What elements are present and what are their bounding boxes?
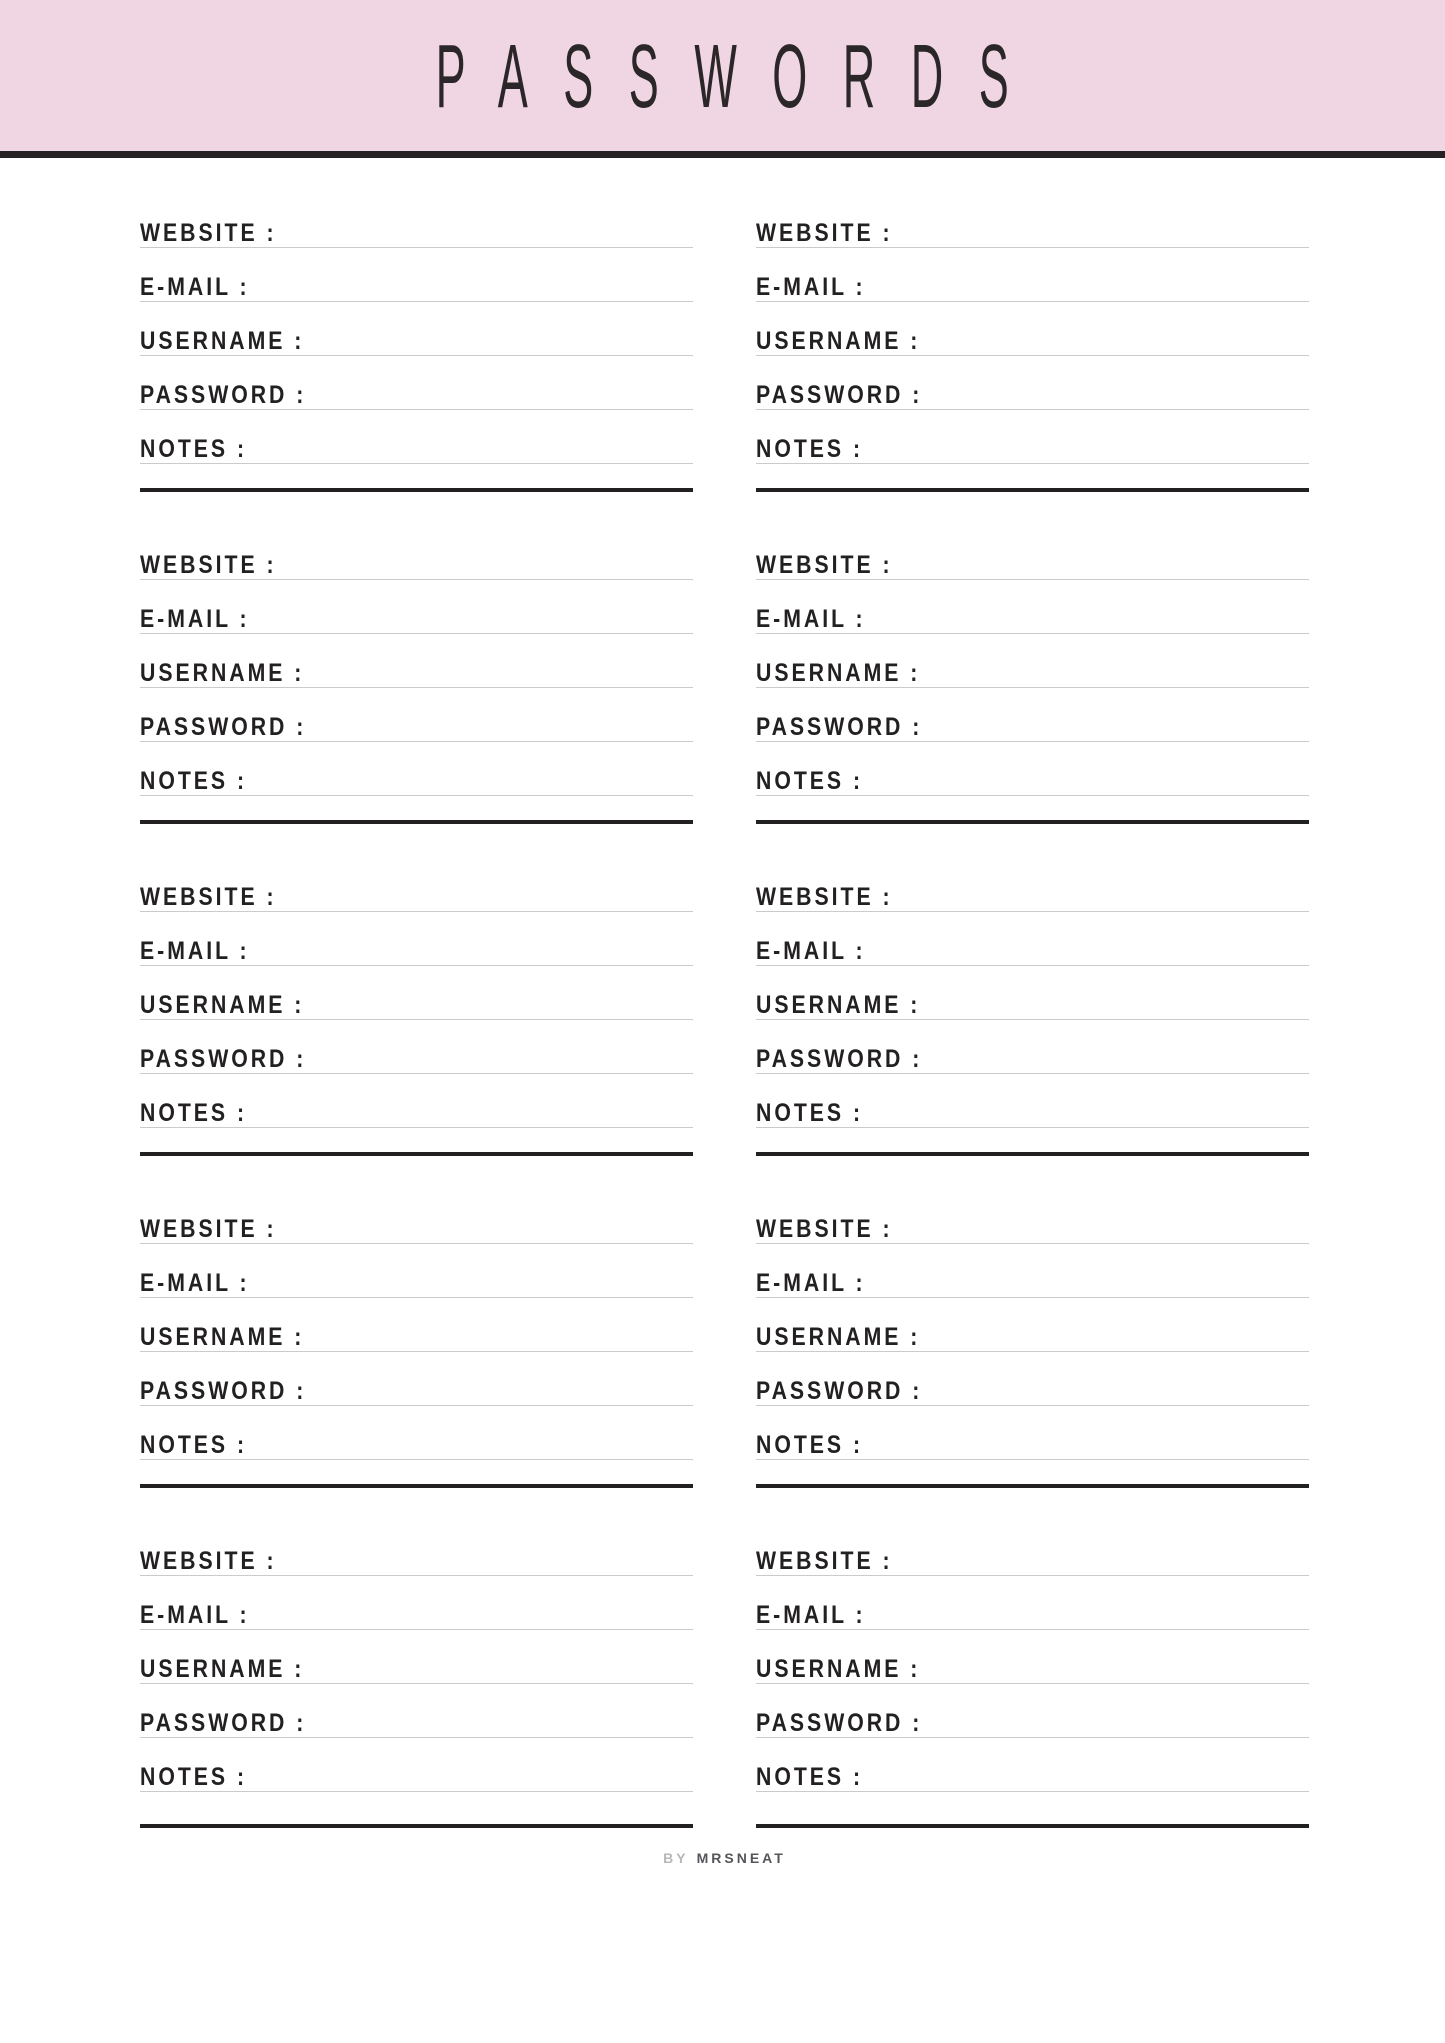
password-entry-block [140,550,693,882]
field-label-password: PASSWORD : [140,1709,307,1737]
field-label-password: PASSWORD : [756,381,923,409]
field-label-website: WEBSITE : [140,883,277,911]
field-label-password: PASSWORD : [756,1377,923,1405]
field-row-notes [756,766,1309,796]
field-label-email: E-MAIL : [140,1269,250,1297]
field-label-password: PASSWORD : [756,1045,923,1073]
field-label-notes: NOTES : [756,435,864,463]
field-row-notes [140,1762,693,1792]
field-row-website [140,550,693,580]
field-label-username: USERNAME : [756,1323,921,1351]
field-label-notes: NOTES : [140,1763,248,1791]
block-separator [140,1484,693,1488]
password-grid [140,218,1309,1828]
field-label-email: E-MAIL : [140,605,250,633]
field-row-email [140,1600,693,1630]
page-header [0,0,1445,158]
password-entry-block [140,1546,693,1828]
field-row-email [756,604,1309,634]
field-label-email: E-MAIL : [756,1601,866,1629]
field-label-email: E-MAIL : [756,937,866,965]
block-separator [756,820,1309,824]
password-entry-block [756,218,1309,550]
field-label-notes: NOTES : [756,1099,864,1127]
field-row-username [756,1322,1309,1352]
field-label-email: E-MAIL : [756,273,866,301]
field-row-notes [756,434,1309,464]
field-row-email [756,1600,1309,1630]
footer-brand-label: MRSNEAT [696,1850,786,1866]
field-label-username: USERNAME : [140,327,305,355]
field-row-password [140,1376,693,1406]
block-separator [140,1824,693,1828]
field-row-username [140,1654,693,1684]
field-label-notes: NOTES : [756,767,864,795]
field-row-email [140,272,693,302]
field-row-password [140,1044,693,1074]
field-label-email: E-MAIL : [140,1601,250,1629]
field-row-username [140,326,693,356]
field-label-website: WEBSITE : [140,1547,277,1575]
field-label-website: WEBSITE : [756,219,893,247]
field-label-email: E-MAIL : [756,1269,866,1297]
field-row-username [140,658,693,688]
block-separator [140,488,693,492]
field-label-username: USERNAME : [756,1655,921,1683]
field-label-password: PASSWORD : [140,1045,307,1073]
field-row-website [140,882,693,912]
field-row-username [756,990,1309,1020]
field-row-password [140,712,693,742]
field-label-password: PASSWORD : [140,1377,307,1405]
field-row-email [756,936,1309,966]
field-row-username [140,1322,693,1352]
field-label-username: USERNAME : [140,1323,305,1351]
field-row-notes [756,1098,1309,1128]
field-row-username [140,990,693,1020]
password-entry-block [140,218,693,550]
field-row-password [140,380,693,410]
block-separator [756,488,1309,492]
field-label-password: PASSWORD : [756,1709,923,1737]
field-label-website: WEBSITE : [140,1215,277,1243]
field-label-username: USERNAME : [140,991,305,1019]
password-entry-block [756,550,1309,882]
block-separator [140,1152,693,1156]
password-entry-block [756,1214,1309,1546]
field-label-website: WEBSITE : [756,551,893,579]
field-row-website [756,218,1309,248]
block-separator [756,1824,1309,1828]
password-entry-block [140,882,693,1214]
field-label-password: PASSWORD : [756,713,923,741]
field-row-website [756,1546,1309,1576]
field-label-notes: NOTES : [140,1431,248,1459]
footer-credit [140,1850,1309,1866]
field-row-notes [140,1098,693,1128]
field-row-website [756,882,1309,912]
field-row-email [140,936,693,966]
field-row-password [756,1376,1309,1406]
password-entry-block [140,1214,693,1546]
field-label-password: PASSWORD : [140,713,307,741]
field-label-username: USERNAME : [756,659,921,687]
field-row-notes [756,1762,1309,1792]
field-row-website [756,1214,1309,1244]
footer-by-label: BY [663,1850,689,1866]
block-separator [756,1484,1309,1488]
field-label-website: WEBSITE : [140,551,277,579]
page-title: PASSWORDS [435,27,1045,127]
page-content [0,158,1445,1866]
field-row-password [756,1044,1309,1074]
field-row-email [756,272,1309,302]
field-label-website: WEBSITE : [756,883,893,911]
field-row-notes [140,766,693,796]
field-label-email: E-MAIL : [140,937,250,965]
field-row-website [140,1546,693,1576]
field-row-website [756,550,1309,580]
field-row-password [140,1708,693,1738]
field-label-password: PASSWORD : [140,381,307,409]
field-label-email: E-MAIL : [140,273,250,301]
field-label-notes: NOTES : [140,435,248,463]
field-row-email [756,1268,1309,1298]
block-separator [140,820,693,824]
field-row-password [756,380,1309,410]
field-label-website: WEBSITE : [140,219,277,247]
field-row-username [756,658,1309,688]
field-row-notes [140,434,693,464]
field-label-username: USERNAME : [756,327,921,355]
field-row-password [756,712,1309,742]
password-entry-block [756,1546,1309,1828]
field-label-notes: NOTES : [756,1431,864,1459]
field-row-username [756,326,1309,356]
block-separator [756,1152,1309,1156]
field-row-notes [140,1430,693,1460]
field-label-notes: NOTES : [140,1099,248,1127]
field-row-username [756,1654,1309,1684]
field-label-email: E-MAIL : [756,605,866,633]
field-label-website: WEBSITE : [756,1215,893,1243]
field-row-website [140,1214,693,1244]
field-label-notes: NOTES : [756,1763,864,1791]
field-row-email [140,1268,693,1298]
password-entry-block [756,882,1309,1214]
field-label-username: USERNAME : [756,991,921,1019]
field-row-email [140,604,693,634]
field-row-notes [756,1430,1309,1460]
field-label-username: USERNAME : [140,659,305,687]
field-label-username: USERNAME : [140,1655,305,1683]
field-label-website: WEBSITE : [756,1547,893,1575]
field-label-notes: NOTES : [140,767,248,795]
field-row-password [756,1708,1309,1738]
field-row-website [140,218,693,248]
